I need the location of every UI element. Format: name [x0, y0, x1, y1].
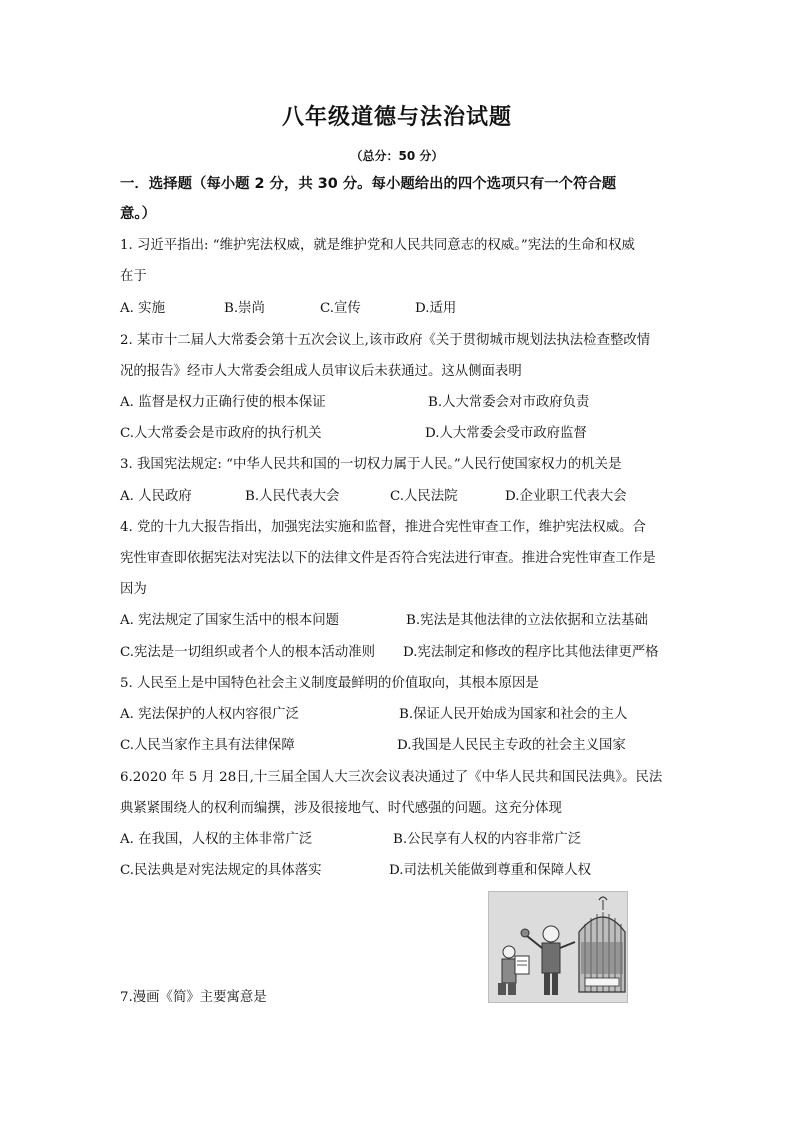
question-7-text: 7.漫画《简》主要寓意是	[120, 990, 267, 1005]
question-2-option-b: B.人大常委会对市政府负责	[428, 395, 590, 410]
question-3-option-a: A. 人民政府	[120, 489, 192, 504]
question-4-option-a: A. 宪法规定了国家生活中的根本问题	[120, 613, 340, 628]
question-1-option-c: C.宣传	[320, 301, 361, 316]
question-1-option-a: A. 实施	[120, 301, 165, 316]
question-2-text-cont: 况的报告》经市人大常委会组成人员审议后未获通过。这从侧面表明	[120, 364, 522, 379]
question-6-option-d: D.司法机关能做到尊重和保障人权	[389, 863, 591, 878]
question-5-option-b: B.保证人民开始成为国家和社会的主人	[399, 707, 628, 722]
question-6-text: 6.2020 年 5 月 28日,十三届全国人大三次会议表决通过了《中华人民共和国民法典》。民法	[120, 770, 663, 785]
question-4-option-d: D.宪法制定和修改的程序比其他法律更严格	[403, 645, 659, 660]
question-3-option-d: D.企业职工代表大会	[505, 489, 627, 504]
question-2-option-c: C.人大常委会是市政府的执行机关	[120, 426, 322, 441]
question-2-option-a: A. 监督是权力正确行使的根本保证	[120, 395, 326, 410]
question-5-option-a: A. 宪法保护的人权内容很广泛	[120, 707, 299, 722]
question-2-text: 2. 某市十二届人大常委会第十五次会议上,该市政府《关于贯彻城市规划法执法检查整改情	[120, 333, 651, 348]
question-4-text: 4. 党的十九大报告指出，加强宪法实施和监督，推进合宪性审查工作，维护宪法权威。合	[120, 520, 646, 535]
page-title: 八年级道德与法治试题	[281, 105, 512, 130]
section-heading-line1: 一．选择题（每小题 2 分，共 30 分。每小题给出的四个选项只有一个符合题	[120, 176, 617, 192]
question-3-text: 3. 我国宪法规定: “中华人民共和国的一切权力属于人民。”人民行使国家权力的机关是	[120, 457, 622, 472]
question-3-option-c: C.人民法院	[390, 489, 458, 504]
question-3-option-b: B.人民代表大会	[245, 489, 340, 504]
question-5-option-c: C.人民当家作主具有法律保障	[120, 738, 295, 753]
cartoon-illustration-icon	[488, 891, 628, 1003]
question-1-text: 1. 习近平指出: “维护宪法权威，就是维护党和人民共同意志的权威。”宪法的生命和权威	[120, 238, 635, 253]
question-1-text-cont: 在于	[120, 269, 147, 284]
question-6-text-cont: 典紧紧围绕人的权利而编撰，涉及很接地气、时代感强的问题。这充分体现	[120, 801, 562, 816]
question-6-option-b: B.公民享有人权的内容非常广泛	[393, 832, 582, 847]
question-6-option-a: A. 在我国，人权的主体非常广泛	[120, 832, 313, 847]
question-4-text-cont2: 因为	[120, 582, 147, 597]
question-1-option-b: B.崇尚	[224, 301, 265, 316]
section-heading-line2: 意。）	[120, 206, 156, 222]
question-6-option-c: C.民法典是对宪法规定的具体落实	[120, 863, 322, 878]
page-subtitle: （总分：50 分）	[350, 149, 444, 163]
question-5-text: 5. 人民至上是中国特色社会主义制度最鲜明的价值取向，其根本原因是	[120, 676, 539, 691]
question-2-option-d: D.人大常委会受市政府监督	[425, 426, 587, 441]
question-4-option-b: B.宪法是其他法律的立法依据和立法基础	[406, 613, 648, 628]
question-5-option-d: D.我国是人民民主专政的社会主义国家	[397, 738, 626, 753]
question-4-text-cont: 宪性审查即依据宪法对宪法以下的法律文件是否符合宪法进行审查。推进合宪性审查工作是	[120, 551, 656, 566]
question-1-option-d: D.适用	[415, 301, 457, 316]
question-4-option-c: C.宪法是一切组织或者个人的根本活动准则	[120, 645, 376, 660]
